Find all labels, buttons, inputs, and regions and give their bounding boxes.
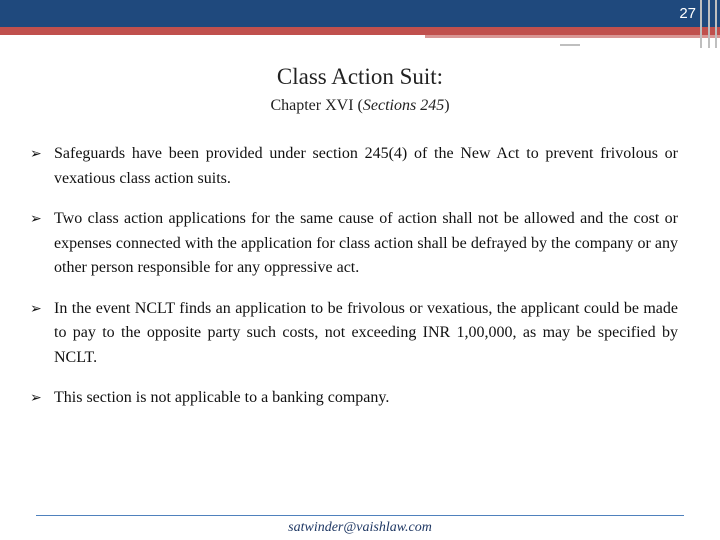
subtitle-prefix: Chapter XVI ( — [270, 97, 363, 114]
bullet-text: Two class action applications for the same cause of action shall not be allowed and the cost or expenses connected with the application for class action shall be defrayed by the company or any other person responsible for any oppressive act. — [54, 210, 678, 276]
arrow-bullet-icon: ➢ — [30, 300, 42, 317]
bullet-text: In the event NCLT finds an application to be frivolous or vexatious, the applicant could be made to pay to the opposite party such costs, not exceeding INR 1,00,000, as may be specified by NCLT. — [54, 299, 678, 366]
bullet-text: Safeguards have been provided under section 245(4) of the New Act to prevent frivolous or vexatious class action suits. — [54, 145, 678, 187]
arrow-bullet-icon: ➢ — [30, 146, 42, 162]
list-item — [30, 142, 678, 191]
slide-subtitle — [0, 97, 720, 115]
slide-title: Class Action Suit: — [276, 64, 444, 89]
bullet-list — [30, 142, 678, 427]
subtitle-suffix: ) — [444, 97, 450, 114]
page-number: 27 — [679, 5, 696, 22]
accent-strip — [425, 35, 720, 38]
footer-email: satwinder@vaishlaw.com — [288, 520, 432, 535]
decorative-line — [708, 0, 710, 48]
header-bar — [0, 0, 720, 27]
decorative-dash — [560, 44, 580, 46]
list-item — [30, 207, 678, 281]
list-item — [30, 386, 678, 411]
decorative-line — [715, 0, 717, 48]
subtitle-sections: Sections 245 — [362, 97, 445, 114]
arrow-bullet-icon: ➢ — [30, 211, 42, 227]
list-item — [30, 297, 678, 371]
decorative-line — [700, 0, 702, 48]
footer-divider — [36, 515, 684, 516]
accent-band — [0, 27, 720, 35]
arrow-bullet-icon: ➢ — [30, 390, 42, 406]
bullet-text: This section is not applicable to a banking company. — [54, 389, 390, 406]
